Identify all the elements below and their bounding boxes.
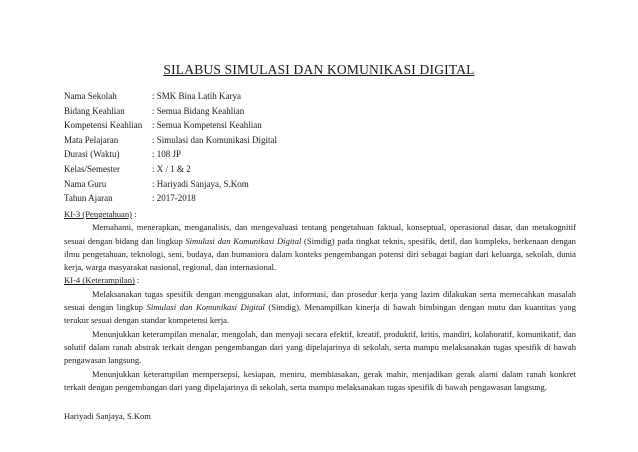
meta-row [64, 133, 452, 148]
ki4-heading-suffix: : [134, 275, 140, 286]
competency-section [64, 208, 576, 394]
ki4-heading [64, 274, 576, 287]
meta-label: Nama Sekolah [64, 91, 117, 101]
meta-row [64, 177, 452, 192]
ki4-subject-emphasis: Simulasi dan Komunikasi Digital [146, 302, 265, 313]
ki4-paragraph-1 [64, 288, 576, 328]
ki3-heading [64, 208, 576, 221]
page-title: SILABUS SIMULASI DAN KOMUNIKASI DIGITAL [163, 62, 475, 77]
meta-value: : 2017-2018 [152, 193, 196, 204]
meta-label: Mata Pelajaran [64, 134, 119, 145]
meta-value: : SMK Bina Latih Karya [152, 91, 241, 101]
meta-row [64, 89, 452, 104]
meta-value: : Simulasi dan Komunikasi Digital [152, 134, 277, 145]
meta-value: : Hariyadi Sanjaya, S.Kom [152, 178, 249, 189]
ki3-heading-suffix: : [132, 209, 137, 219]
meta-label: Kelas/Semester [64, 163, 120, 174]
meta-label: Tahun Ajaran [64, 193, 113, 204]
identity-table [64, 89, 452, 206]
meta-value: : 108 JP [152, 149, 182, 160]
ki3-text: Memahami, menerapkan, menganalisis, dan mengevaluasi tentang pengetahuan faktual, konseptual, operasional dasar, dan metakognitif sesuai dengan bidang dan lingkup [64, 222, 576, 246]
meta-row [64, 162, 452, 177]
meta-row [64, 104, 452, 119]
ki3-heading-label: KI-3 (Pengetahuan) [64, 209, 133, 219]
meta-value: : Semua Bidang Keahlian [152, 105, 245, 116]
meta-value: : Semua Kompetensi Keahlian [152, 120, 262, 131]
page-footer: Hariyadi Sanjaya, S.Kom [64, 411, 151, 421]
ki4-heading-label: KI-4 (Keterampilan) [64, 275, 135, 286]
meta-label: Kompetensi Keahlian [64, 120, 143, 131]
meta-row [64, 147, 452, 162]
meta-label: Bidang Keahlian [64, 105, 125, 116]
ki3-text-tail: (Simdig) pada tingkat teknis, spesifik, detil, dan kompleks, berkenaan dengan ilmu pengetahuan, teknologi, seni, budaya, dan humaniora dalam konteks pengembangan potensi diri sebagai bagian dari keluarga, sekolah, dunia kerja, warga masyarakat nasional, regional, dan internasional. [64, 235, 576, 273]
meta-value: : X / 1 & 2 [152, 163, 191, 174]
ki3-paragraph [64, 221, 576, 274]
meta-label: Nama Guru [64, 178, 107, 189]
ki4-text-tail: (Simdig). Menampilkan kinerja di bawah bimbingan dengan mutu dan kuantitas yang terukur sesuai dengan standar kompetensi kerja. [64, 302, 576, 326]
ki3-subject-emphasis: Simulasi dan Komunikasi Digital [185, 235, 302, 246]
ki4-paragraph-3: Menunjukkan keterampilan mempersepsi, kesiapan, meniru, membiasakan, gerak mahir, menjadikan gerak alami dalam ranah konkret terkait dengan pengembangan dari yang dipelajarinya di sekolah, serta mampu melaksanakan tugas spesifik di bawah pengawasan langsung. [64, 368, 576, 392]
ki4-text: Melaksanakan tugas spesifik dengan menggunakan alat, informasi, dan prosedur kerja yang lazim dilakukan serta memecahkan masalah sesuai dengan lingkup [64, 288, 576, 313]
meta-row [64, 118, 452, 133]
ki4-paragraph-2: Menunjukkan keterampilan menalar, mengolah, dan menyaji secara efektif, kreatif, produktif, kritis, mandiri, kolaboratif, komunikatif, dan solutif dalam ranah abstrak terkait dengan pengembangan dari yang dipelajarinya di sekolah, serta mampu melaksanakan tugas spesifik di bawah pengawasan langsung. [64, 328, 576, 366]
meta-label: Durasi (Waktu) [64, 149, 120, 160]
meta-row [64, 191, 452, 206]
